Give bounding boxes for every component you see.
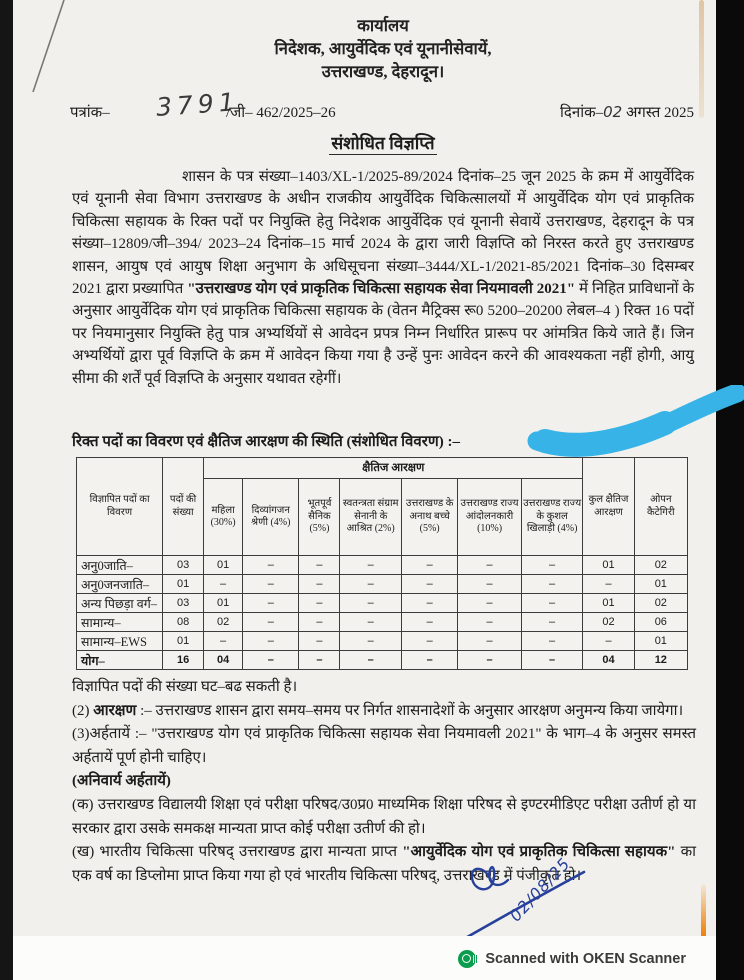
scan-edge-right bbox=[716, 0, 744, 980]
letter-no-handwritten: 3791 bbox=[155, 87, 241, 122]
col-header-women: महिला (30%) bbox=[204, 479, 243, 556]
table-row: अनु0जनजाति– 01 – – – – – – – – 01 bbox=[77, 575, 688, 594]
table-header-row-1 bbox=[77, 458, 688, 479]
col-header-count: पदों की संख्या bbox=[163, 458, 204, 556]
col-header-ex-serviceman: भूतपूर्व सैनिक (5%) bbox=[299, 479, 340, 556]
col-header-orphans: उत्तराखण्ड के अनाथ बच्चे (5%) bbox=[401, 479, 457, 556]
note-1: विज्ञापित पदों की संख्या घट–बढ सकती है। bbox=[72, 679, 298, 695]
scanner-watermark bbox=[458, 950, 686, 968]
notes-section bbox=[72, 676, 696, 888]
col-header-agitators: उत्तराखण्ड राज्य आंदोलनकारी (10%) bbox=[458, 479, 522, 556]
table-row: अनु0जाति– 03 01 – – – – – – 01 02 bbox=[77, 556, 688, 575]
date-line bbox=[560, 102, 694, 122]
table-row: अन्य पिछड़ा वर्ग– 03 01 – – – – – – 01 02 bbox=[77, 594, 688, 613]
table-total-row: योग– 16 04 – – – – – – 04 12 bbox=[77, 651, 688, 670]
date-rest: अगस्त 2025 bbox=[622, 105, 694, 121]
document-content bbox=[68, 0, 698, 980]
paragraph-text-bold: "उत्तराखण्ड योग एवं प्राकृतिक चिकित्सा सहायक सेवा नियमावली 2021" bbox=[187, 281, 576, 298]
letter-no-printed: /जी– 462/2025–26 bbox=[226, 105, 336, 121]
note-4: (अनिवार्य अर्हतायें) bbox=[72, 773, 171, 790]
footer-bar bbox=[13, 936, 716, 980]
office-name-line1: कार्यालय bbox=[357, 16, 409, 35]
col-header-horizontal-reservation: क्षैतिज आरक्षण bbox=[204, 458, 583, 479]
note-3: (3)अर्हतायें :– "उत्तराखण्ड योग एवं प्राकृतिक चिकित्सा सहायक सेवा नियमावली 2021" के भाग–4 के अनुसर समस्त अर्हतायें पूर्ण होनी चाहिए। bbox=[72, 726, 696, 766]
letter-no-label: पत्रांक– bbox=[70, 105, 110, 121]
signature-date-handwritten: 02/08/25 bbox=[505, 853, 575, 926]
office-name-line2: निदेशक, आयुर्वेदिक एवं यूनानीसेवायें, bbox=[274, 39, 492, 58]
table-row: सामान्य–EWS 01 – – – – – – – – 01 bbox=[77, 632, 688, 651]
table-row: सामान्य– 08 02 – – – – – – 02 06 bbox=[77, 613, 688, 632]
col-header-total: कुल क्षैतिज आरक्षण bbox=[583, 458, 634, 556]
col-header-open: ओपन कैटेगिरी bbox=[634, 458, 687, 556]
document-title: संशोधित विज्ञप्ति bbox=[331, 133, 435, 153]
reference-line bbox=[68, 87, 698, 128]
date-handwritten: 02 bbox=[603, 103, 623, 121]
date-label: दिनांक– bbox=[560, 105, 604, 121]
note-5b: (ख) भारतीय चिकित्सा परिषद् उत्तराखण्ड द्वारा मान्यता प्राप्त "आयुर्वेदिक योग एवं प्राकृतिक चिकित्सा सहायक" का एक वर्ष का डिप्लोमा प्राप्त किया गया हो एवं भारतीय चिकित्सा परिषद्, उत्तराखण्ड में पंजीकृत हो। bbox=[72, 844, 697, 884]
note-5a: (क) उत्तराखण्ड विद्यालयी शिक्षा एवं परीक्षा परिषद/उ0प्र0 माध्यमिक शिक्षा परिषद से इण्टरमीडिएट परीक्षा उतीर्ण हो या सरकार द्वारा उसके समकक्ष मान्यता प्राप्त कोई परीक्षा उतीर्ण की हो। bbox=[72, 796, 696, 837]
table-caption: रिक्त पदों का विवरण एवं क्षैतिज आरक्षण की स्थिति (संशोधित विवरण) :– bbox=[72, 434, 460, 450]
vacancy-table bbox=[76, 457, 688, 670]
paragraph-text-pre: शासन के पत्र संख्या–1403/XL-1/2025-89/2024 दिनांक–25 जून 2025 के क्रम में आयुर्वेदिक एवं यूनानी सेवा विभाग उत्तराखण्ड के अधीन राजकीय आयुर्वेदिक चिकित्सालयों में आयुर्वेदिक योग एवं प्राकृतिक चिकित्सा सहायक के रिक्त पदों पर नियुक्ति हेतु निदेशक आयुर्वेदिक एवं यूनानी सेवायें उत्तराखण्ड, देहरादून के पत्र संख्या–12809/जी–394/ 2023–24 दिनांक–15 मार्च 2024 के द्वारा जारी विज्ञप्ति को निरस्त करते हुए उत्तराखण्ड शासन, आयुष एवं आयुष शिक्षा अनुभाग के अधिसूचना संख्या–3444/XL-1/2021-85/2021 दिनांक–30 दिसम्बर 2021 द्वारा प्रख्यापित bbox=[72, 169, 694, 298]
scanner-watermark-text: Scanned with OKEN Scanner bbox=[485, 951, 686, 967]
scan-streak-top bbox=[699, 0, 704, 118]
office-name-line3: उत्तराखण्ड, देहरादून। bbox=[321, 62, 445, 81]
col-header-freedom-fighter: स्वतन्त्रता संग्राम सेनानी के आश्रित (2%) bbox=[340, 479, 402, 556]
oken-scanner-icon bbox=[458, 950, 476, 968]
paragraph-text-post: में निहित प्राविधानों के अनुसार आयुर्वेदिक योग एवं प्राकृतिक चिकित्सा सहायक के (वेतन मैट्रिक्स रू0 5200–20200 लेबल–4 ) रिक्त 16 पदों पर नियमानुसार नियुक्ति हेतु पात्र अभ्यर्थियों से आवेदन प्रपत्र निम्न निर्धारित प्रारूप पर आंमत्रित किये जाते हैं। जिन अभ्यर्थियों द्वारा पूर्व विज्ञप्ति के क्रम में आवेदन किया गया है उन्हें पुनः आवेदन करने की आवश्यकता नहीं होगी, आयु सीमा की शर्तें पूर्व विज्ञप्ति के अनुसार यथावत रहेगीं। bbox=[72, 281, 694, 387]
col-header-sportspersons: उत्तराखण्ड राज्य के कुशल खिलाड़ी (4%) bbox=[521, 479, 583, 556]
note-2: (2) आरक्षण :– उत्तराखण्ड शासन द्वारा समय–समय पर निर्गत शासनादेशों के अनुसार आरक्षण अनुमन्य किया जायेगा। bbox=[72, 702, 684, 719]
col-header-description: विज्ञापित पदों का विवरण bbox=[77, 458, 163, 556]
main-paragraph bbox=[72, 166, 694, 390]
col-header-disabled: दिव्यांगजन श्रेणी (4%) bbox=[243, 479, 299, 556]
scan-edge-left bbox=[0, 0, 13, 980]
office-header bbox=[68, 14, 698, 83]
